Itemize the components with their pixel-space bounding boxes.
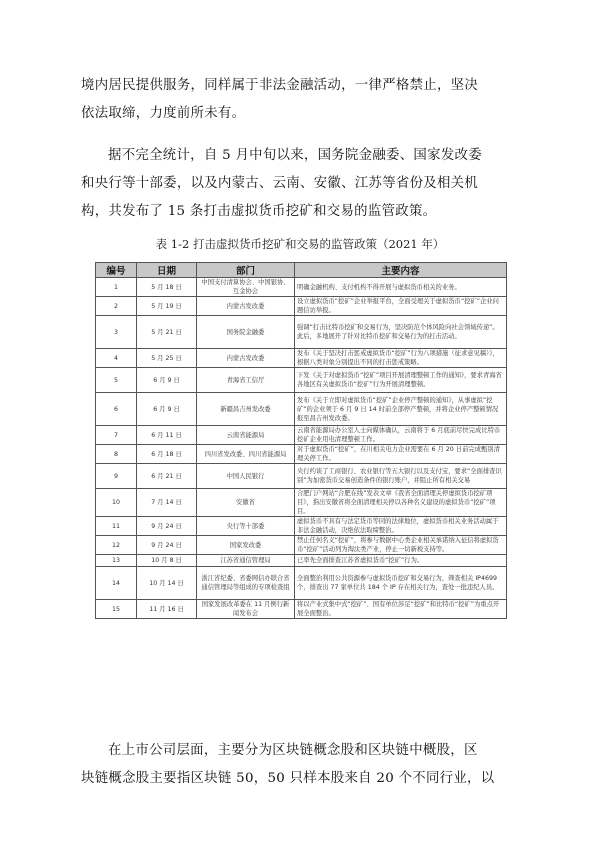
cell-no: 14: [96, 567, 137, 600]
cell-content: 已率先全面排查江苏省虚拟货币“挖矿”行为。: [295, 555, 507, 567]
cell-no: 6: [96, 393, 137, 426]
para-line: 和央行等十部委，以及内蒙古、云南、安徽、江苏等省份及相关机: [81, 176, 479, 191]
cell-no: 1: [96, 278, 137, 297]
para-line: 在上市公司层面，主要分为区块链概念股和区块链中概股，区: [108, 743, 478, 758]
para-line: 块链概念股主要指区块链 50，50 只样本股来自 20 个不同行业，以: [81, 771, 495, 786]
cell-dept: 中国支付清算协会、中国银协、互金协会: [197, 278, 295, 297]
cell-dept: 央行等十部委: [197, 517, 295, 536]
table-body: [96, 278, 507, 619]
cell-date: 6 月 9 日: [137, 393, 197, 426]
cell-dept: 国家发展改革委在 11 月例行新闻发布会: [197, 600, 295, 619]
table-row: [96, 368, 507, 393]
table-row: [96, 297, 507, 316]
cell-no: 8: [96, 445, 137, 464]
cell-dept: 云南省能源局: [197, 426, 295, 445]
cell-date: 6 月 18 日: [137, 445, 197, 464]
cell-no: 4: [96, 349, 137, 368]
cell-date: 5 月 25 日: [137, 349, 197, 368]
cell-content: 明确金融机构、支付机构不得开展与虚拟货币相关的业务。: [295, 278, 507, 297]
cell-dept: 国家发改委: [197, 536, 295, 555]
cell-no: 10: [96, 489, 137, 517]
cell-no: 9: [96, 464, 137, 489]
cell-date: 6 月 9 日: [137, 368, 197, 393]
cell-content: 云南省能源局办公室人士向媒体确认，云南将于 6 月底前尽快完成比特币挖矿企业用电清理整顿工作。: [295, 426, 507, 445]
cell-no: 15: [96, 600, 137, 619]
header-no: 编号: [96, 263, 137, 278]
cell-content: 强调“打击比特币挖矿和交易行为，坚决防范个体风险向社会领域传递”。此后，多地展开了针对比特币挖矿和交易行为的打击活动。: [295, 316, 507, 349]
cell-content: 将以产业式集中式“挖矿”、国有单位涉足“挖矿”和比特币“挖矿”为重点开展全面整治。: [295, 600, 507, 619]
para-line: 依法取缔，力度前所未有。: [81, 106, 246, 121]
cell-content: 合肥门户网站“合肥在线”发表文章《我省全面清理关停虚拟货币挖矿项目》，指出安徽省将全面清理相关停以各种名义建设的虚拟货币“挖矿”项目。: [295, 489, 507, 517]
cell-no: 13: [96, 555, 137, 567]
cell-date: 9 月 24 日: [137, 517, 197, 536]
cell-dept: 安徽省: [197, 489, 295, 517]
cell-date: 11 月 16 日: [137, 600, 197, 619]
header-date: 日期: [137, 263, 197, 278]
table-row: [96, 600, 507, 619]
table-row: [96, 555, 507, 567]
cell-dept: 中国人民银行: [197, 464, 295, 489]
table-header-row: [96, 263, 507, 278]
cell-date: 6 月 11 日: [137, 426, 197, 445]
table-row: [96, 536, 507, 555]
cell-no: 3: [96, 316, 137, 349]
cell-dept: 浙江省纪委、省委网信办联合省通信管理局等组成的专项检查组: [197, 567, 295, 600]
table-row: [96, 393, 507, 426]
table-row: [96, 278, 507, 297]
cell-dept: 青海省工信厅: [197, 368, 295, 393]
cell-date: 9 月 24 日: [137, 536, 197, 555]
table-row: [96, 349, 507, 368]
cell-dept: 四川省发改委、四川省能源局: [197, 445, 295, 464]
table-row: [96, 567, 507, 600]
cell-date: 6 月 21 日: [137, 464, 197, 489]
cell-content: 下发《关于对虚拟货币“挖矿”项目开展清理整顿工作的通知》，要求青海省各地区有关虚拟货币“挖矿”行为开展清理整顿。: [295, 368, 507, 393]
table-row: [96, 316, 507, 349]
header-dept: 部门: [197, 263, 295, 278]
cell-dept: 国务院金融委: [197, 316, 295, 349]
cell-content: 央行约谈了工商银行、农业银行等五大银行以及支付宝，要求“全面排查识别”为加密货币交易创造条件的银行账户，并阻止所有相关交易: [295, 464, 507, 489]
cell-date: 5 月 21 日: [137, 316, 197, 349]
cell-no: 7: [96, 426, 137, 445]
cell-content: 全面整治利用公共资源参与虚拟货币挖矿和交易行为，筛查相关 IP4699 个，排查出 77 家单位共 184 个 IP 存在相关行为，查处一批违纪人员。: [295, 567, 507, 600]
cell-no: 5: [96, 368, 137, 393]
cell-date: 10 月 8 日: [137, 555, 197, 567]
cell-date: 10 月 14 日: [137, 567, 197, 600]
cell-no: 11: [96, 517, 137, 536]
para-line: 境内居民提供服务，同样属于非法金融活动，一律严格禁止，坚决: [81, 78, 479, 93]
cell-date: 5 月 18 日: [137, 278, 197, 297]
cell-content: 发布《关于立即对虚拟货币“挖矿”企业停产整顿的通知》，从事虚拟“挖矿”的企业须于 6 月 9 日 14 时前全部停产整顿，并将企业停产整顿情况报至昌吉州发改委。: [295, 393, 507, 426]
cell-dept: 新疆昌吉州发改委: [197, 393, 295, 426]
cell-content: 虚拟货币不具有与法定货币等同的法律地位，虚拟货币相关业务活动属于非法金融活动，决绝依法取缔整治。: [295, 517, 507, 536]
cell-date: 7 月 14 日: [137, 489, 197, 517]
table-row: [96, 445, 507, 464]
cell-dept: 内蒙古发改委: [197, 297, 295, 316]
table-row: [96, 517, 507, 536]
table-caption: 表 1-2 打击虚拟货币挖矿和交易的监管政策（2021 年）: [155, 237, 445, 251]
cell-no: 2: [96, 297, 137, 316]
para-line: 构，共发布了 15 条打击虚拟货币挖矿和交易的监管政策。: [81, 204, 437, 219]
para-line: 据不完全统计，自 5 月中旬以来，国务院金融委、国家发改委: [108, 148, 482, 163]
header-content: 主要内容: [295, 263, 507, 278]
cell-no: 12: [96, 536, 137, 555]
cell-content: 对于虚拟货币“挖矿”，在川相关电力企业需要在 6 月 20 日前完成甄别清理关停工作。: [295, 445, 507, 464]
cell-dept: 江苏省通信管理局: [197, 555, 295, 567]
table-row: [96, 464, 507, 489]
cell-dept: 内蒙古发改委: [197, 349, 295, 368]
cell-date: 5 月 19 日: [137, 297, 197, 316]
cell-content: 禁止任何名义“挖矿”，将参与数据中心类企业相关承诺纳入征信将虚拟货币“挖矿”活动列为淘汰类产业，停止一切新税支持等。: [295, 536, 507, 555]
table-row: [96, 426, 507, 445]
cell-content: 发布《关于坚决打击惩戒虚拟货币“挖矿”行为八项措施（征求意见稿）》，根据八类对象分别提出不同的打击惩戒策略。: [295, 349, 507, 368]
cell-content: 设立虚拟货币“挖矿”企业举报平台，全面受理关于虚拟货币“挖矿”企业问题信访举报。: [295, 297, 507, 316]
table-row: [96, 489, 507, 517]
policy-table: [95, 262, 507, 619]
